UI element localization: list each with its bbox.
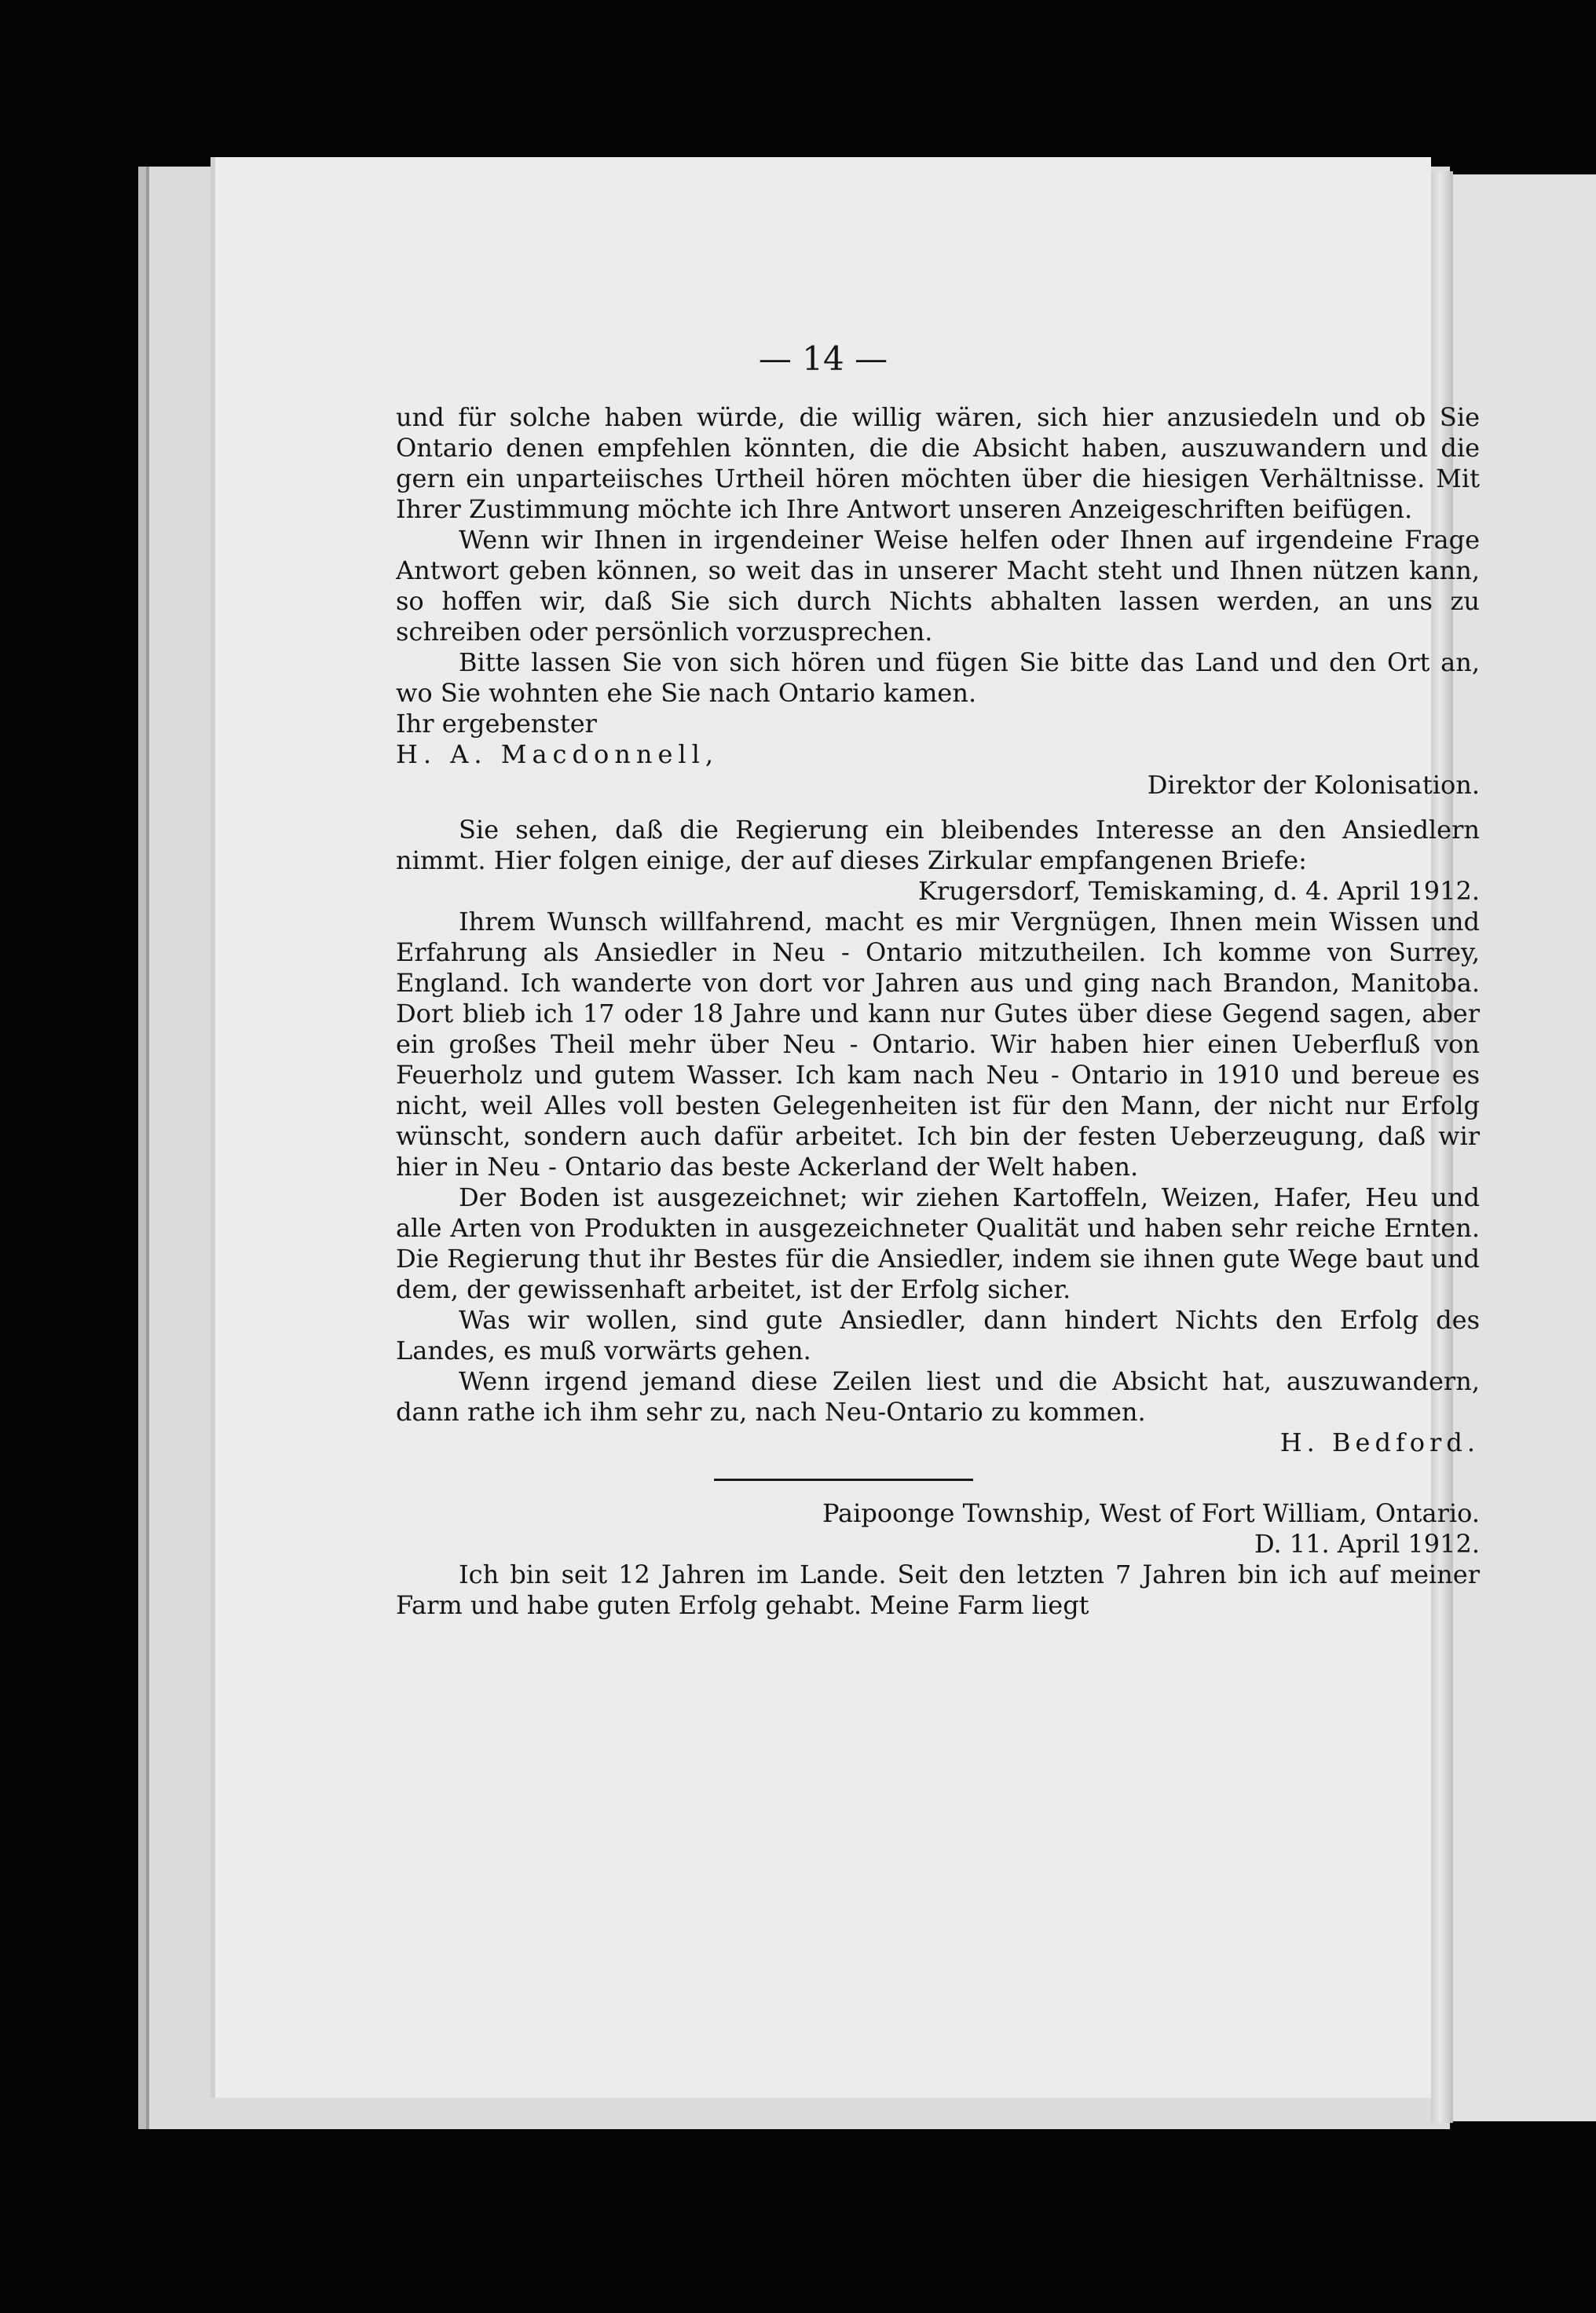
page-number: — 14 —	[758, 339, 888, 378]
signer-title: Direktor der Kolonisation.	[1147, 770, 1480, 800]
section-divider	[714, 1479, 973, 1481]
paragraph-letter1-advice: Wenn irgend jemand diese Zeilen liest und die Absicht hat, auszuwandern, dann rathe ich ihm sehr zu, nach Neu-Ontario zu kommen.	[396, 1366, 1480, 1427]
paragraph-intro-letters: Sie sehen, daß die Regierung ein bleibendes Interesse an den Ansiedlern nimmt. Hier folgen einige, der auf dieses Zirkular empfangenen Briefe:	[396, 815, 1480, 875]
letter2-date: D. 11. April 1912.	[1254, 1529, 1480, 1559]
paragraph-letter1-settlers: Was wir wollen, sind gute Ansiedler, dann hindert Nichts den Erfolg des Landes, es muß vorwärts gehen.	[396, 1305, 1480, 1365]
book-page	[215, 157, 1480, 2098]
letter-closing: Ihr ergebenster	[396, 709, 597, 739]
spacer	[396, 801, 1480, 815]
paragraph-letter1-soil: Der Boden ist ausgezeichnet; wir ziehen Kartoffeln, Weizen, Hafer, Heu und alle Arten von Produkten in ausgezeichneter Qualität und haben sehr reiche Ernten. Die Regierung thut ihr Bestes für die Ansiedler, indem sie ihnen gute Wege baut und dem, der gewissenhaft arbeitet, ist der Erfolg sicher.	[396, 1182, 1480, 1304]
letter1-dateline: Krugersdorf, Temiskaming, d. 4. April 1912.	[918, 876, 1480, 906]
paragraph-letter1-body: Ihrem Wunsch willfahrend, macht es mir Vergnügen, Ihnen mein Wissen und Erfahrung als Ansiedler in Neu - Ontario mitzutheilen. Ich komme von Surrey, England. Ich wanderte von dort vor Jahren aus und ging nach Brandon, Manitoba. Dort blieb ich 17 oder 18 Jahre und kann nur Gutes über diese Gegend sagen, aber ein großes Theil mehr über Neu - Ontario. Wir haben hier einen Ueberfluß von Feuerholz und gutem Wasser. Ich kam nach Neu - Ontario in 1910 und bereue es nicht, weil Alles voll besten Gelegenheiten ist für den Mann, der nicht nur Erfolg wünscht, sondern auch dafür arbeitet. Ich bin der festen Ueberzeugung, daß wir hier in Neu - Ontario das beste Ackerland der Welt haben.	[396, 907, 1480, 1182]
paragraph-help-offer: Wenn wir Ihnen in irgendeiner Weise helfen oder Ihnen auf irgendeine Frage Antwort geben können, so weit das in unserer Macht steht und Ihnen nützen kann, so hoffen wir, daß Sie sich durch Nichts abhalten lassen werden, an uns zu schreiben oder persönlich vorzusprechen.	[396, 525, 1480, 647]
paragraph-letter2-body: Ich bin seit 12 Jahren im Lande. Seit den letzten 7 Jahren bin ich auf meiner Farm und habe guten Erfolg gehabt. Meine Farm liegt	[396, 1560, 1480, 1620]
paragraph-continuation: und für solche haben würde, die willig wären, sich hier anzusiedeln und ob Sie Ontario denen empfehlen könnten, die die Absicht haben, auszuwandern und die gern ein unparteiisches Urtheil hören möchten über die hiesigen Verhältnisse. Mit Ihrer Zustimmung möchte ich Ihre Antwort unseren Anzeigeschriften beifügen.	[396, 402, 1480, 524]
paragraph-request: Bitte lassen Sie von sich hören und fügen Sie bitte das Land und den Ort an, wo Sie wohnten ehe Sie nach Ontario kamen.	[396, 647, 1480, 708]
letter1-signature: H. Bedford.	[1279, 1428, 1480, 1457]
page-body	[396, 402, 1480, 1621]
signer-name: H. A. Macdonnell,	[396, 739, 719, 769]
letter2-place: Paipoonge Township, West of Fort William, Ontario.	[822, 1498, 1480, 1528]
